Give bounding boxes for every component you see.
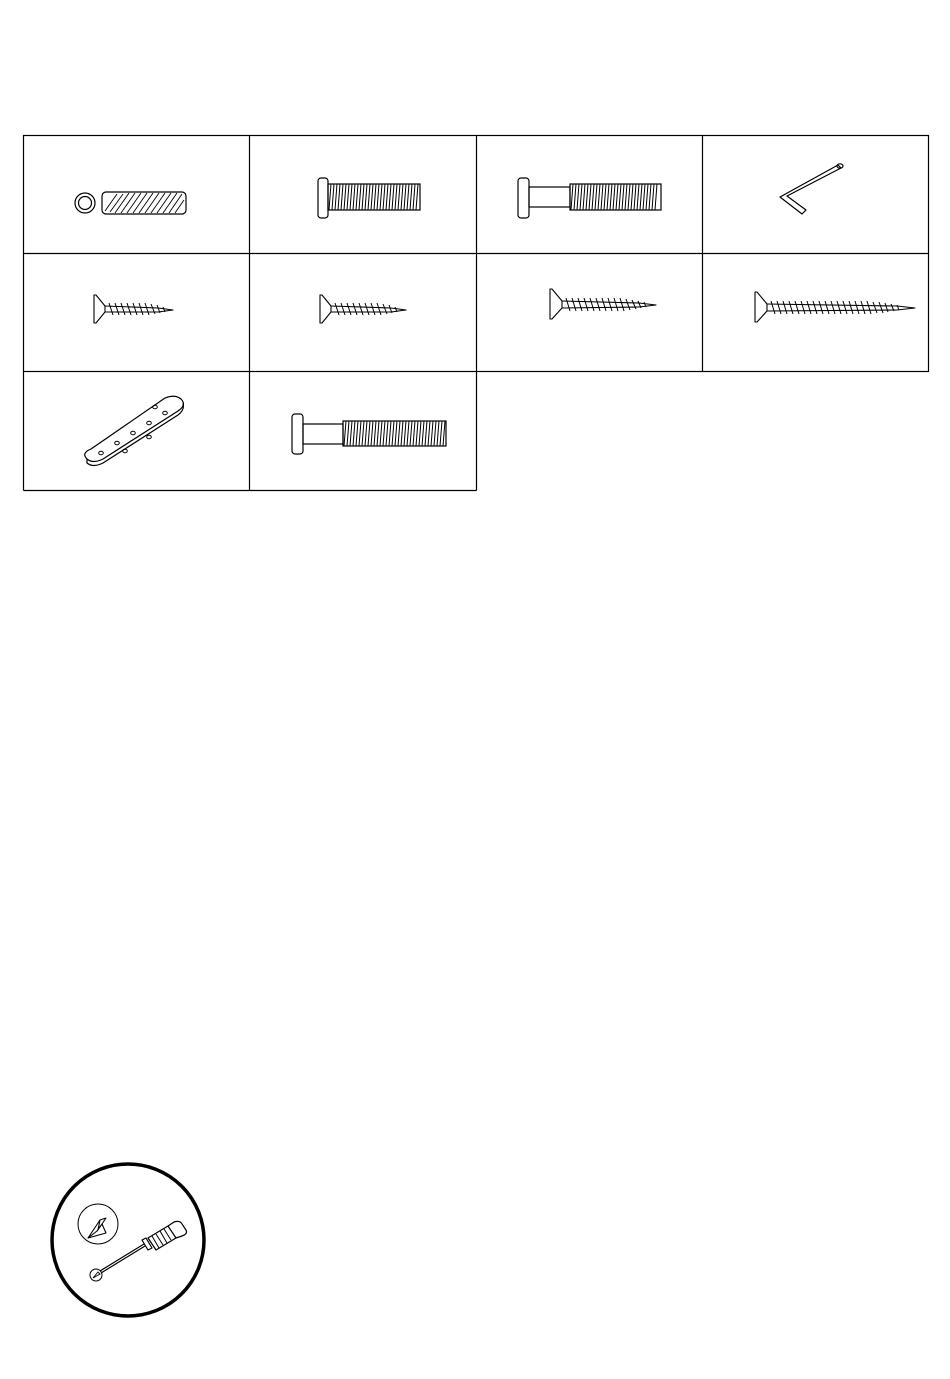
wood-screw-icon [702, 253, 928, 371]
hardware-cell-medium-bolt [476, 135, 702, 253]
connector-bolt-icon [249, 371, 475, 489]
hardware-table [23, 135, 929, 491]
wood-screw-icon [249, 253, 475, 371]
wood-screw-icon [476, 253, 702, 371]
connector-bolt-icon [476, 135, 702, 253]
mending-plate-icon [23, 371, 249, 489]
hardware-cell-dowel [23, 135, 249, 253]
hardware-cell-mending-plate [23, 371, 249, 489]
wood-screw-icon [23, 253, 249, 371]
hardware-cell-short-bolt [249, 135, 475, 253]
hardware-cell-screw-small-a [23, 253, 249, 371]
bolt-icon [249, 135, 475, 253]
hardware-cell-screw-medium [476, 253, 702, 371]
hardware-cell-long-bolt [249, 371, 475, 489]
hardware-cell-allen-key [702, 135, 928, 253]
dowel-icon [23, 135, 249, 253]
phillips-screwdriver-icon [48, 1160, 208, 1320]
hardware-cell-screw-long [702, 253, 928, 371]
required-tool-badge [48, 1160, 208, 1320]
allen-key-icon [702, 135, 928, 253]
hardware-cell-screw-small-b [249, 253, 475, 371]
